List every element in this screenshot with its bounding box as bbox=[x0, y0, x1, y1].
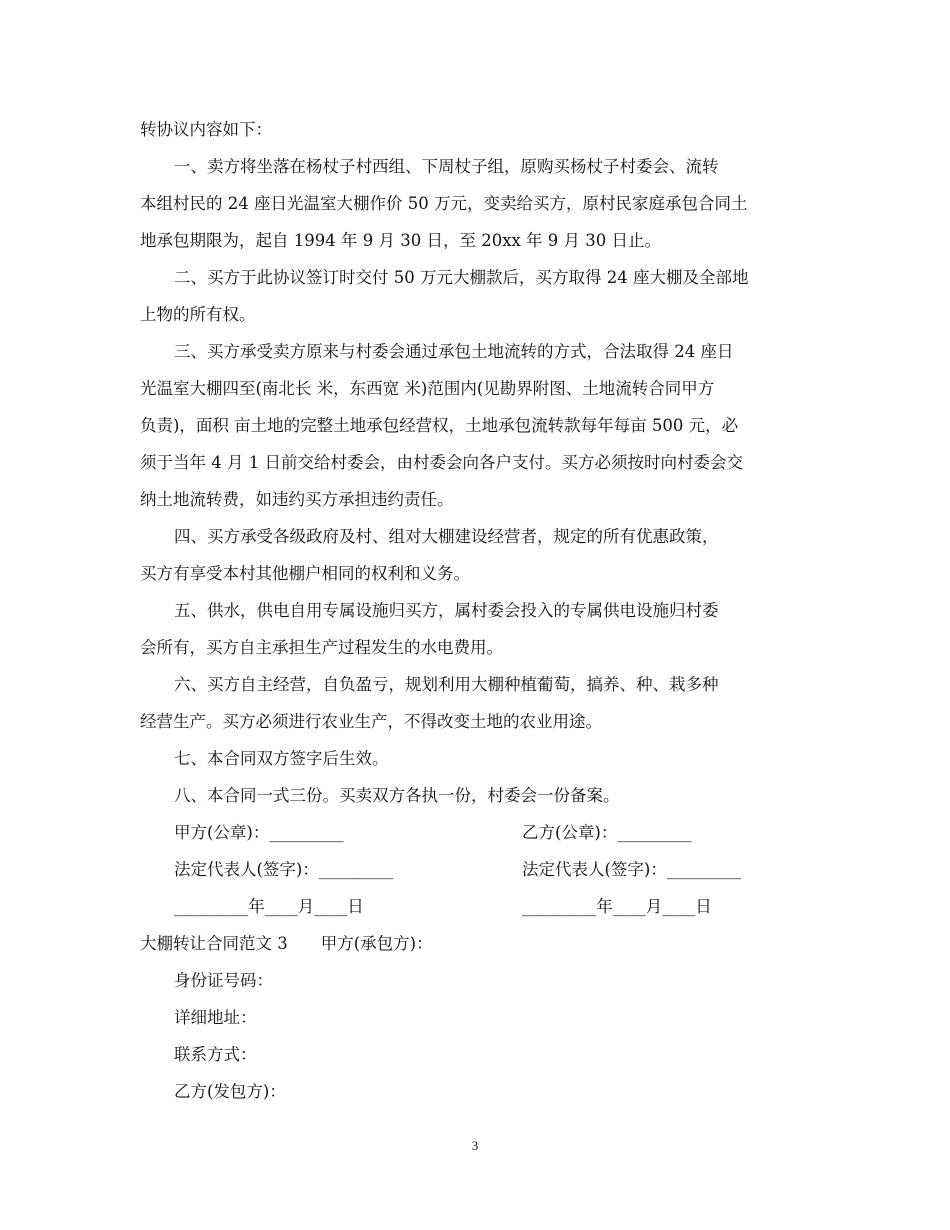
party-b-seal-field: 乙方(公章)：_________ bbox=[522, 823, 692, 842]
clause-6-line-1: 六、买方自主经营，自负盈亏，规划利用大棚种植葡萄，搞养、种、栽多种 bbox=[174, 675, 719, 694]
party-a-representative-field: 法定代表人(签字)：_________ bbox=[174, 860, 394, 879]
paragraph-intro: 转协议内容如下： bbox=[140, 120, 272, 139]
party-a-seal-field: 甲方(公章)：_________ bbox=[174, 823, 344, 842]
clause-7: 七、本合同双方签字后生效。 bbox=[174, 749, 389, 768]
clause-1-line-3: 地承包期限为，起自 1994 年 9 月 30 日，至 20xx 年 9 月 30 日止。 bbox=[140, 231, 662, 250]
clause-4-line-2: 买方有享受本村其他棚户相同的权利和义务。 bbox=[140, 564, 470, 583]
clause-2-line-2: 上物的所有权。 bbox=[140, 305, 256, 324]
clause-3-line-3: 负责)，面积 亩土地的完整土地承包经营权，土地承包流转款每年每亩 500 元，必 bbox=[140, 416, 739, 435]
party-b-label: 乙方(发包方)： bbox=[174, 1082, 286, 1101]
clause-3-line-2: 光温室大棚四至(南北长 米，东西宽 米)范围内(见勘界附图、土地流转合同甲方 bbox=[140, 379, 715, 398]
id-number-label: 身份证号码： bbox=[174, 971, 273, 990]
contact-label: 联系方式： bbox=[174, 1045, 257, 1064]
clause-5-line-2: 会所有，买方自主承担生产过程发生的水电费用。 bbox=[140, 638, 503, 657]
section-3-heading: 大棚转让合同范文 3 甲方(承包方)： bbox=[140, 934, 433, 953]
page-number: 3 bbox=[471, 1138, 479, 1153]
clause-4-line-1: 四、买方承受各级政府及村、组对大棚建设经营者，规定的所有优惠政策， bbox=[174, 527, 719, 546]
party-b-representative-field: 法定代表人(签字)：_________ bbox=[522, 860, 742, 879]
clause-1-line-1: 一、卖方将坐落在杨杖子村西组、下周杖子组，原购买杨杖子村委会、流转 bbox=[174, 157, 719, 176]
clause-8: 八、本合同一式三份。买卖双方各执一份，村委会一份备案。 bbox=[174, 786, 620, 805]
clause-3-line-5: 纳土地流转费，如违约买方承担违约责任。 bbox=[140, 490, 454, 509]
clause-2-line-1: 二、买方于此协议签订时交付 50 万元大棚款后，买方取得 24 座大棚及全部地 bbox=[174, 268, 749, 287]
clause-6-line-2: 经营生产。买方必须进行农业生产，不得改变土地的农业用途。 bbox=[140, 712, 602, 731]
clause-5-line-1: 五、供水，供电自用专属设施归买方，属村委会投入的专属供电设施归村委 bbox=[174, 601, 719, 620]
address-label: 详细地址： bbox=[174, 1008, 257, 1027]
clause-3-line-4: 须于当年 4 月 1 日前交给村委会，由村委会向各户支付。买方必须按时向村委会交 bbox=[140, 453, 743, 472]
party-a-date-field: _________年____月____日 bbox=[174, 897, 364, 916]
clause-3-line-1: 三、买方承受卖方原来与村委会通过承包土地流转的方式，合法取得 24 座日 bbox=[174, 342, 734, 361]
clause-1-line-2: 本组村民的 24 座日光温室大棚作价 50 万元，变卖给买方，原村民家庭承包合同土 bbox=[140, 194, 748, 213]
party-b-date-field: _________年____月____日 bbox=[522, 897, 712, 916]
